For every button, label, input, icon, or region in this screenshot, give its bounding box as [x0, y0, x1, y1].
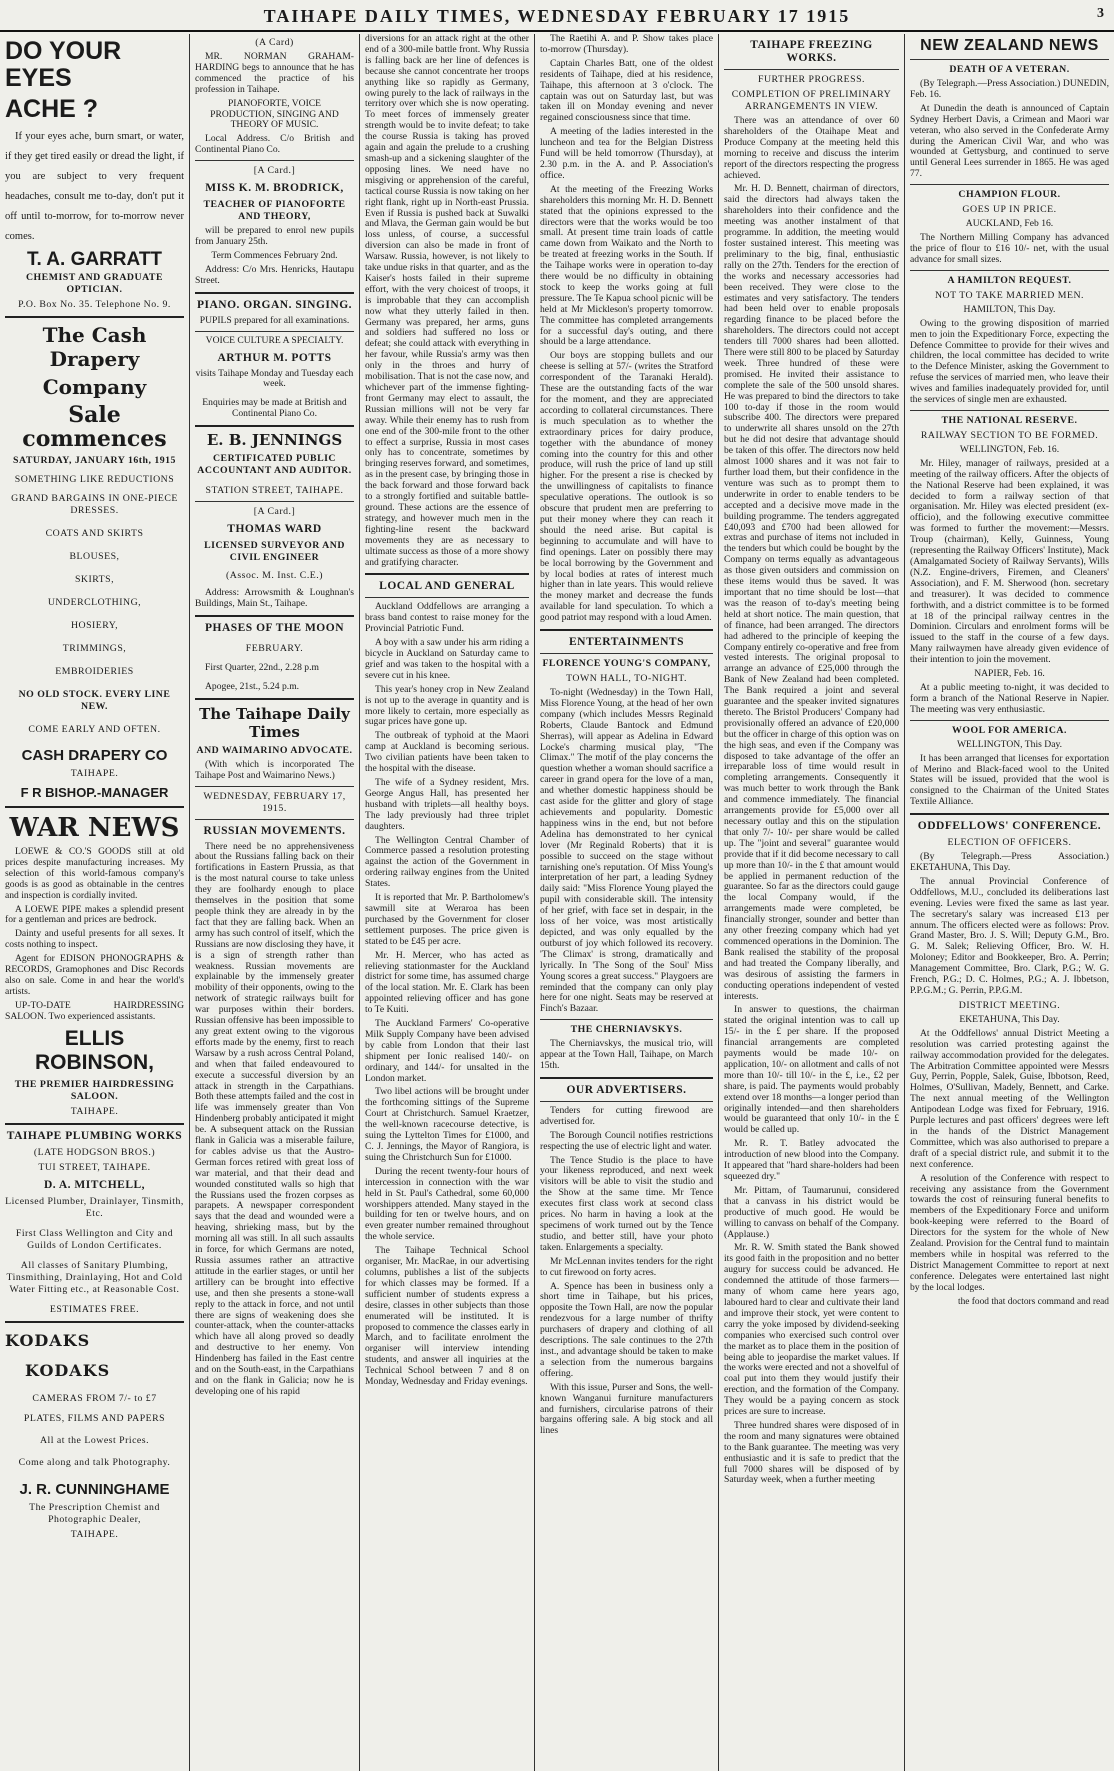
card-label: [A Card.] — [253, 165, 296, 177]
divider — [910, 184, 1109, 185]
hamilton-headline: A HAMILTON REQUEST. — [947, 274, 1072, 286]
local-item: This year's honey crop in New Zealand is not up to the average in quantity and is more likely to certain, more especially as sugar prices have gone up. — [365, 683, 529, 728]
flour-dateline: AUCKLAND, Feb 16. — [965, 218, 1054, 230]
column-1-advertisements — [0, 34, 190, 1771]
entertainments-sub: FLORENCE YOUNG'S COMPANY, — [542, 658, 711, 670]
ad-cash-place: TAIHAPE. — [70, 768, 119, 779]
freezing-works-body: Three hundred shares were disposed of in the room and many signatures were obtained to the Bank guarantee. The meeting was very enthusiastic and it is safe to predict that the full 7000 shares will be disposed of by Saturday week, when a further meeting — [724, 1419, 899, 1486]
divider — [5, 316, 184, 318]
cherniavsky-headline: THE CHERNIAVSKYS. — [570, 1024, 683, 1036]
card-term: Term Commences February 2nd. — [211, 249, 338, 261]
moon-headline: PHASES OF THE MOON — [204, 621, 345, 634]
columns — [0, 34, 1114, 1771]
card-title: TEACHER OF PIANOFORTE AND THEORY, — [203, 199, 346, 223]
column-6 — [905, 34, 1114, 1771]
card-body: will be prepared to enrol new pupils from January 25th. — [195, 225, 354, 248]
ad-kodaks-plates: PLATES, FILMS AND PAPERS — [23, 1412, 166, 1424]
ad-plumbing-sub: (LATE HODGSON BROS.) — [33, 1146, 156, 1158]
divider — [540, 1019, 713, 1020]
column-2 — [190, 34, 360, 1771]
reserve-body: Mr. Hiley, manager of railways, presided at a meeting of the railway officers. After the objects of the National Reserve had been explained, it was decided to form a railway section of that organisation. Mr. Hiley was elected president (ex-officio), and the following executive committee was formed to further the movement:—Messrs. Troup (chairman), Kelly, Guinness, Young (representing the Railway Officers' Institute), Mack (Amalgamated Society of Railway Servants), Wills (N.Z. Engine-drivers, Firemen, and Cleaners' Association), and F. M. Sherwood (hon. secretary and treasurer). It was decided to commence forthwith, and a district committee is to be formed at 18 of the principal railway centres in the Dominion. Circulars and enrolment forms will be issued to the staff in the course of a few days. Many railwaymen have already given evidence of their intention to join the movement. — [910, 457, 1109, 666]
local-item: The outbreak of typhoid at the Maori camp at Auckland is becoming serious. Two civilian patients have been taken to the hospital with the disease. — [365, 730, 529, 775]
paper-note: (With which is incorporated The Taihape Post and Waimarino News.) — [195, 758, 354, 781]
local-item: The wife of a Sydney resident, Mrs. George Angus Hall, has presented her husband with triplets—all healthy boys. The lady previously had three triplet daughters. — [365, 777, 529, 832]
local-item: Mr. H. Mercer, who has acted as relieving stationmaster for the Auckland district for some time, has assumed charge of the local station. Mr. E. Clark has been appointed relieving officer and has gone to Te Kuiti. — [365, 949, 529, 1016]
advertisers-headline: OUR ADVERTISERS. — [566, 1083, 687, 1096]
freezing-works-sub: FURTHER PROGRESS. — [758, 74, 865, 85]
ad-plumbing — [5, 1130, 184, 1316]
card-title: CERTIFICATED PUBLIC ACCOUNTANT AND AUDITOR. — [197, 453, 352, 477]
divider — [724, 69, 899, 70]
veteran-dateline: (By Telegraph.—Press Association.) DUNEDIN, Feb. 16. — [910, 78, 1109, 100]
local-item: The Raetihi A. and P. Show takes place to-morrow (Thursday). — [540, 34, 713, 55]
local-general-headline: LOCAL AND GENERAL — [379, 580, 515, 593]
ad-robinson-title: THE PREMIER HAIRDRESSING SALOON. — [14, 1078, 175, 1102]
ad-cash-line: UNDERCLOTHING, — [47, 597, 142, 608]
reserve-sub: RAILWAY SECTION TO BE FORMED. — [920, 429, 1099, 441]
ad-cash-line: TRIMMINGS, — [62, 643, 127, 654]
moon-first-quarter: First Quarter, 22nd., 2.28 p.m — [205, 661, 319, 673]
ad-cash-line: SKIRTS, — [74, 574, 115, 585]
ad-kodaks — [5, 1329, 184, 1541]
divider — [365, 573, 529, 575]
ad-cash-drapery — [5, 323, 184, 801]
ad-cash-line: NO OLD STOCK. EVERY LINE NEW. — [18, 689, 171, 712]
divider — [195, 501, 354, 502]
column-3 — [360, 34, 535, 1771]
ad-garratt-name: T. A. GARRATT — [26, 249, 163, 270]
divider — [540, 1077, 713, 1079]
wool-headline: WOOL FOR AMERICA. — [952, 724, 1067, 736]
card-lines: PIANOFORTE, VOICE PRODUCTION, SINGING AND THEORY OF MUSIC. — [210, 97, 339, 131]
reserve-dateline: WELLINGTON, Feb. 16. — [959, 443, 1060, 455]
card-address: Address: C/o Mrs. Henricks, Hautapu Street. — [195, 263, 354, 286]
masthead-title: TAIHAPE DAILY TIMES, WEDNESDAY FEBRUARY 17 1915 — [263, 6, 851, 26]
article-headline: RUSSIAN MOVEMENTS. — [203, 824, 346, 837]
veteran-body: At Dunedin the death is announced of Captain Sydney Herbert Davis, a Crimean and Maori war veteran, who also served in the Confederate Army during the American Civil War, and who was wounded at Gettysburg, and continued to serve until General Lees surrender in 1865. He was aged 77. — [910, 102, 1109, 180]
divider — [910, 59, 1109, 60]
freezing-works-body: There was an attendance of over 60 shareholders of the Otaihape Meat and Produce Company at the meeting held this morning to receive and discuss the interim report of the directors respecting the progress achieved. — [724, 115, 899, 181]
local-item: At the meeting of the Freezing Works shareholders this morning Mr. H. D. Bennett stated that the opinions expressed to the directors were that the works would be too small. At present time train loads of cattle came down from Waikato and the North to be treated at freezing works in the South. If the Taihape works were in operation to-day there would be no difficulty in obtaining stock to keep the works going at full pressure. The Te Kapua school picnic will be held at Mr Mickleson's property tomorrow. The committee has completed arrangements for a successful day's outing, and there should be a large attendance. — [540, 183, 713, 348]
footer-ad-text: the food that doctors command and read — [958, 1296, 1109, 1307]
paper-nameplate — [195, 705, 354, 820]
ad-garratt — [5, 38, 184, 311]
advertisers-item: Mr McLennan invites tenders for the right to cut firewood on forty acres. — [540, 1255, 713, 1278]
flour-body: The Northern Milling Company has advanced the price of flour to £16 10/- net, with the usual advance for small sizes. — [910, 232, 1109, 265]
ad-cash-company: CASH DRAPERY CO — [21, 747, 168, 764]
divider — [910, 270, 1109, 271]
divider — [540, 629, 713, 631]
ad-plumbing-name: D. A. MITCHELL, — [43, 1178, 146, 1191]
ad-eyes-body: If your eyes ache, burn smart, or water, if they get tired easily or dread the light, if you are subject to very frequent headaches, consult me to-day, don't put it off until to-morrow, for to-morrow never comes. — [5, 131, 184, 242]
local-item: The Wellington Central Chamber of Commerce passed a resolution protesting against the action of the Government in ordering railway engines from the United States. — [365, 834, 529, 890]
ad-war-body: A LOEWE PIPE makes a splendid present for a gentleman and prices are bedrock. — [5, 903, 184, 926]
ad-kodaks-cameras: CAMERAS FROM 7/- to £7 — [32, 1392, 157, 1404]
oddfellows-dateline: (By Telegraph.—Press Association.) EKETAHUNA, This Day. — [910, 851, 1109, 874]
ad-eyes-headline-1: DO YOUR EYES — [5, 37, 122, 92]
ad-eyes-headline-2: ACHE ? — [5, 95, 99, 123]
card-name: THOMAS WARD — [227, 523, 322, 536]
card-graham-harding — [195, 37, 354, 156]
card-name: MISS K. M. BRODRICK, — [205, 182, 344, 195]
flour-sub: GOES UP IN PRICE. — [962, 204, 1057, 216]
divider — [540, 653, 713, 654]
ad-plumbing-cert: First Class Wellington and City and Guilds of London Certificates. — [15, 1227, 174, 1251]
ad-war-body: LOEWE & CO.'S GOODS still at old prices despite manufacturing increases. My selection of this world-famous company's goods is as good as obtainable in the centres and inspection is cordially invited. — [5, 846, 184, 901]
advertisers-item: A. Spence has been in business only a short time in Taihape, but his prices, opposite the Town Hall, are now the popular rendezvous for a large number of thrifty purchasers of drapery and clothing of all descriptions. The sale continues to the 27th inst., and advantage should be taken to make a selection from the numerous bargains offering. — [540, 1280, 713, 1379]
paper-subtitle: AND WAIMARINO ADVOCATE. — [196, 744, 353, 756]
veteran-headline: DEATH OF A VETERAN. — [949, 64, 1070, 75]
card-label: (A Card) — [255, 37, 294, 48]
local-item: Our boys are stopping bullets and our cheese is selling at 57/- (writes the Stratford correspondent of the Taranaki Herald). These are the outstanding facts of the war for the moment, and they are appreciated according to collateral circumstances. There is much speculation as to whether the extraordinary prices for dairy produce, together with the abundance of money coming into the country for this and other produce, will rush the price of land up still higher. For the present a rise is checked by the unwillingness of capitalists to finance speculative operations. The outlook is so obscure that prudent men are preferring to put their money where they can reach it should the need arise. But capital is beginning to accumulate and will have to find openings. Later on possibly there may be local borrowing by the Government and by local bodies at rates of interest much higher than in late years. This would relieve the money market and decrease the funds available for land speculation. To which a good patriot may respond with a loud Amen. — [540, 350, 713, 624]
entertainments-headline: ENTERTAINMENTS — [568, 636, 684, 649]
ad-cash-headline-1: The Cash Drapery — [42, 323, 147, 371]
article-russian-movements — [195, 825, 354, 1398]
oddfellows-headline: ODDFELLOWS' CONFERENCE. — [917, 820, 1102, 833]
masthead-rule — [0, 30, 1114, 32]
ad-robinson-place: TAIHAPE. — [70, 1105, 119, 1117]
ad-cash-headline-2: Company — [42, 375, 147, 399]
ad-plumbing-body: All classes of Sanitary Plumbing, Tinsmithing, Drainlaying, Hot and Cold Water Fitting etc., at Reasonable Cost. — [6, 1259, 183, 1295]
ad-cash-line: GRAND BARGAINS IN ONE-PIECE DRESSES. — [11, 493, 178, 516]
reserve-body: At a public meeting to-night, it was decided to form a branch of the National Reserve in Napier. The meeting was very enthusiastic. — [910, 681, 1109, 715]
card-ward — [195, 506, 354, 610]
ad-cash-line: COATS AND SKIRTS — [45, 528, 144, 539]
cherniavsky-body: The Cherniavskys, the musical trio, will appear at the Town Hall, Taihape, on March 15th. — [540, 1038, 713, 1072]
nz-news-headline: NEW ZEALAND NEWS — [920, 37, 1099, 54]
local-item: During the recent twenty-four hours of intercession in connection with the war held in St. Paul's Cathedral, some 60,000 worshippers attended. Many stayed in the building for ten or twelve hours, and on even greater number remained throughout the whole service. — [365, 1165, 529, 1243]
local-item: It is reported that Mr. P. Bartholomew's sawmill site at Weraroa has been purchased by the Government for closer settlement purposes. The price given is stated to be £45 per acre. — [365, 892, 529, 947]
card-pupils: PUPILS prepared for all examinations. — [199, 314, 350, 326]
ad-kodaks-prices: All at the Lowest Prices. — [39, 1434, 150, 1446]
card-label: [A Card.] — [253, 506, 296, 518]
divider — [195, 160, 354, 161]
advertisers-item: Tenders for cutting firewood are advertised for. — [540, 1104, 713, 1127]
wool-dateline: WELLINGTON, This Day. — [956, 738, 1063, 750]
card-headline: PIANO. ORGAN. SINGING. — [196, 298, 353, 311]
card-address: Local Address. C/o British and Continental Piano Co. — [195, 133, 354, 156]
divider — [365, 597, 529, 598]
divider — [5, 806, 184, 808]
divider — [195, 425, 354, 427]
ad-plumbing-headline: TAIHAPE PLUMBING WORKS — [6, 1129, 183, 1142]
moon-apogee: Apogee, 21st., 5.24 p.m. — [205, 680, 300, 692]
card-address: STATION STREET, TAIHAPE. — [205, 485, 344, 497]
paper-title: The Taihape Daily Times — [199, 704, 350, 741]
card-name: ARTHUR M. POTTS — [217, 351, 332, 364]
divider — [195, 615, 354, 617]
divider — [540, 1101, 713, 1102]
divider — [195, 292, 354, 294]
entertainments-body: To-night (Wednesday) in the Town Hall, Miss Florence Young, at the head of her own company (which includes Messrs Reginald Roberts, Claude Bantock and Edmund Sherras), will appear as Adelina in Edward Locke's charming musical play, "The Climax." The motif of the play concerns the question whether a woman should sacrifice a career in grand opera for the love of a man, and whether domestic happiness should be cast aside for the glitter and glory of stage achievements and popularity. Domestic happiness wins in the end, but not before Adelina has demonstrated to her cynical lover (Mr Reginald Roberts) that it is possible to succeed on the stage without tarnishing one's reputation. Of Miss Young's interpretation of her part, a leading Sydney daily said: "Miss Florence Young played the pupil with considerable skill. The intensity of her grief, with face set in despair, in the loss of her voice, was most artistically depicted, and was only equalled by the outburst of joy which followed its recovery. 'The Climax' is strong, dramatically and lyrically. In 'The Song of the Soul' Miss Young scores a great success." Playgoers are reminded that the company can only play here for one night. Seats may be reserved at Finch's Bazaar. — [540, 687, 713, 1015]
ad-kodaks-line-1: KODAKS — [5, 1330, 91, 1350]
ad-war-body: Dainty and useful presents for all sexes. It costs nothing to inspect. — [5, 928, 184, 951]
freezing-works-body: Mr. R. T. Batley advocated the introduction of new blood into the Company. It appeared that "hard share-holders had been squeezed dry." — [724, 1138, 899, 1182]
ad-war-body: UP-TO-DATE HAIRDRESSING SALOON. Two experienced assistants. — [5, 999, 184, 1022]
ad-plumbing-street: TUI STREET, TAIHAPE. — [38, 1161, 151, 1173]
article-body: There need be no apprehensiveness about the Russians falling back on their fortifications in Eastern Prussia, as that is the most natural course to take unless they are foolhardy enough to place themselves in the position that some people think they are already in by the fact that they are falling back. When an army has such control of itself, which the Russians are now disclosing they have, it is a sign of strength rather than weakness. Russian movements are explainable by the immensely greater mobility of their opponents, owing to the network of strategic railways built for war purposes within their borders. Russian offensive has been impossible to any great extent owing to the vigorous efforts made by the enemy, first to reach Warsaw by a rush across Central Poland, and when that failed endeavoured to execute a successful diversion by an attack in strength in the Carpathians. Both these attempts failed and the cost in life was immensely greater than Von Hindenberg probably anticipated it might be. A subsequent attack on the Russian flank in Galicia was a miserable failure, for cables advise us that the Austro-German forces retired with great loss of war material, and that their dead and wounded constituted walls so high that the Russians used the frozen corpses as parapets. A newspaper correspondent says that the dead and wounded were a heaving, shrieking mass, but by the morning all was still. In all such assaults in force, for which Germans are noted, Russia assumes rather an attractive attitude in the earlier stages, or until her artillery can be brought into effective use, and then she presents a stone-wall reply to the attack in force, and not until there are signs of weakening does she counter-attack, when the counter-attacks which have all along proved so deadly and destructive to her enemy. Von Hindenberg has failed in the East centre and on the South-east, in the Carpathians and on the flank in Galicia; now he is developing one of his rapid — [195, 840, 354, 1397]
card-body: MR. NORMAN GRAHAM-HARDING begs to announce that he has commenced the practice of his profession in Taihape. — [195, 51, 354, 95]
local-item: Captain Charles Batt, one of the oldest residents of Taihape, died at his residence, Taihape, this afternoon at 3 o'clock. The captain was out on Saturday last, but was taken ill on Monday evening and never regained consciousness since that time. — [540, 57, 713, 124]
freezing-works-sub: COMPLETION OF PRELIMINARY ARRANGEMENTS IN VIEW. — [731, 89, 892, 112]
ad-garratt-title: CHEMIST AND GRADUATE OPTICIAN. — [25, 272, 163, 295]
freezing-works-headline: TAIHAPE FREEZING WORKS. — [750, 39, 873, 64]
ad-cunninghame-place: TAIHAPE. — [70, 1528, 119, 1540]
local-item: A meeting of the ladies interested in the luncheon and tea for the Belgian Distress Fund will be held tomorrow (Thursday), at 2.30 p.m. in the A. and P. Association's office. — [540, 126, 713, 181]
ad-garratt-contact: P.O. Box No. 35. Telephone No. 9. — [18, 299, 171, 310]
reserve-headline: THE NATIONAL RESERVE. — [941, 414, 1078, 426]
freezing-works-body: Mr. R. W. Smith stated the Bank showed its good faith in the proposition and no better augury for success could be advanced. He condemned the attitude of those farmers—many of whom came here years ago, laboured hard to clear and cultivate their land and improve their stock, yet were content to carry the yoke imposed by dividend-seeking companies who exercised such control over the market as to place them in the position of being able to jeopardise the market values. If the works were erected and not a shovelful of coal put into them they would justify their erection, and the formation of the Company. They would be a paying concern as stock prices are sure to increase. — [724, 1242, 899, 1418]
card-voice: VOICE CULTURE A SPECIALTY. — [205, 334, 344, 346]
divider — [5, 1123, 184, 1125]
oddfellows-body: At the Oddfellows' annual District Meeting a resolution was carried protesting against the railway accommodation provided for the delegates. The Arbitration Committee appointed were Messrs Guy, Perrin, Popple, Salek, Guise, Ibbotson, Reed, Holmes, O'Sullivan, Madely, Bennett, and Carke. The next annual meeting of the Wellington Antipodean Lodge was fixed for February, 1916. Purple lectures and past officers' degrees were left in the hands of the District Management Committee, which was also authorised to prepare a draft of a special district rule, and submit it to the next conference. — [910, 1027, 1109, 1170]
card-title: LICENSED SURVEYOR AND CIVIL ENGINEER — [204, 540, 345, 564]
reserve-dateline: NAPIER, Feb. 16. — [974, 668, 1045, 680]
divider — [910, 813, 1109, 815]
divider — [5, 1321, 184, 1323]
divider — [195, 819, 354, 820]
advertisers-item: The Borough Council notifies restrictions respecting the use of electric light and water. — [540, 1129, 713, 1152]
card-visits: visits Taihape Monday and Tuesday each week. — [195, 367, 354, 390]
advertisers-item: With this issue, Purser and Sons, the well-known Wanganui furniture manufacturers and furnishers, circularise patrons of their bargains offering sale. A big stock and all lines — [540, 1381, 713, 1437]
card-assoc: (Assoc. M. Inst. C.E.) — [226, 570, 323, 582]
hamilton-dateline: HAMILTON, This Day. — [963, 303, 1056, 315]
freezing-works-body: Mr. H. D. Bennett, chairman of directors, said the directors had always taken the shareholders into their confidence and the meeting was another instalment of that programme. In addition, the meeting would foster sustained interest. This meeting was preliminary to the big, final, enthusiastic rally on the 27th. Tenders for the erection of the works and necessary accessories had been received. They were close to the estimates and very satisfactory. The tenders had been held over to enable proposals regarding finance to be placed before the shareholders. The directors could not accept tenders till 7000 shares had been allotted. There were still 800 to be placed by Saturday week. Three hundred of these were promised. He invited their assistance to complete the sale of the 500 unsold shares. He was prepared to bind the directors to take 100 to-day if those in the room would subscribe 400. The directors were prepared to underwrite all shares unsold on the 27th but he did not desire that advantage should be taken of this offer. The directors now held almost 1000 shares and it was not fair to further load them, but their confidence in the venture was such as to prompt them to underwrite in order to enable tenders to be accepted and a decisive move made in the building programme. The tenders aggregated £40,093 and £700 had been allowed for extras and purchase of items not included in the tenders but which could be bought by the Company on terms equally as advantageous as those given outsiders and commission on these items would thus be saved. It was important that no time should be lost—that was the reason of to-day's meeting being held at short notice. The main question, that of finance, had been arranged. The directors had adhered to the principle of keeping the Company entirely co-operative and free from vested interests. The original proposal to arrange an advance of £25,000 through the Bank of New Zealand had been completed. The Bank required a joint and several guarantee and the speaker invited signatures thereto. The Bristol Producers' Company had provisionally offered an advance of £20,000 but the officer in charge of this option was on the high seas, and even if the Company was disposed to take advantage of the offer an irreparable loss of time would result in completing arrangements. Consequently it was much better to work through the Bank and commence immediately. The financial arrangements provide for £5,000 over all necessary outlay and this on the stipulation that only 7/- 10/- per share would be called up. The "joint and several" guarantee would provide that if it did become necessary to call up more than 10/- in the £ that amount would be applied in permanent reduction of the guarantee. So far as the directors could gauge the local Company would, if the arrangements made were completed, be financially stronger, sounder and better than any other freezing company which had yet commenced operations in the Dominion. The Bank realised the stability of the proposal and had treated the Company liberally, and was desirous of assisting the farmers in conducting operations independent of vested interests. — [724, 183, 899, 1002]
oddfellows-body: The annual Provincial Conference of Oddfellows, M.U., concluded its deliberations last evening. Levies were fixed the same as last year. The secretary's salary was increased £13 per annum. The officers elected were as follows: Prov. Grand Master, Bro. J. S. Will; Deputy G.M., Bro. G. M. Salek; Relieving Officer, Bro. W. H. Moloney; Editor and Bookkeeper, Bro. A. Perrin; Management Committee, Bro. Clark, P.G.; W. G. French, P.G.; D. C. Holmes, P.G.; A. J. Ibbetson, P.P.G.M.; G. Perrin, P.P.G.M. — [910, 875, 1109, 996]
ad-cash-line: COME EARLY AND OFTEN. — [28, 724, 161, 735]
hamilton-body: Owing to the growing disposition of married men to join the Expeditionary Force, expecting the Defence Committee to provide for their wives and children, the local committee has decided to write to the Defence Minister, asking the Government to refuse the services of married men, who leave their wives and families inadequately provided for, until the services of single men are exhausted. — [910, 317, 1109, 406]
ad-plumbing-trade: Licensed Plumber, Drainlayer, Tinsmith, Etc. — [5, 1195, 184, 1219]
article-body-continued: diversions for an attack right at the other end of a 300-mile battle front. Why Russia is falling back are her line of defences is because she cannot concentrate her troops anything like so rapidly as Germany, owing purely to the lack of railways in the territory over which she is now operating. To meet forces of immensely greater strength would be to invite defeat; to take the course Russia is taking has proved again and again the prelude to a crushing smash-up and a sickening slaughter of the opposing lines. We need have no misgiving or apprehension of the careful, tactical course Russia is now taking on her right flank, right up in North-east Prussia. Even if Russia is pushed back at Suwalki and Mlava, the German gain would be but loss unless, of course, a successful diversion can also be made in front of Warsaw. Russia, however, is not likely to take undue risks in that quarter, and as the Kaiser's hosts failed in their supreme effort, with the very choicest of troops, it is improbable that they can accomplish now what they utterly failed in then. Germany was prepared, her arms, guns and soldiers had suffered no loss or defeat; she could attack with everything in her favour, while Russia's army was then only in the throes and hurry of mobilisation. That is not the case now, and whichever part of the immense fighting-front Germany may elect to assault, the Russian millions will not be very far away. While their enemy has to rush from one end of the 300-mile front to the other to effect a surprise, Russia in most cases only has to concentrate, sometimes by bringing reserves forward, and sometimes, as in the present case, by bringing those in the back forward and those forward back to a strongly fortified and suitable battle-ground. These actions are the essence of strategy, and however much men in the fighting-line resent the backward movements they are as necessary to ultimate success as those of a more showy and gratifying character. — [365, 34, 529, 568]
ad-plumbing-estimates: ESTIMATES FREE. — [49, 1303, 140, 1315]
oddfellows-body: A resolution of the Conference with respect to receiving any assistance from the Government towards the cost of reinsuring funeral benefits to members of the Expeditionary Force and uniform book-keeping were referred to the Board of Directors for the system for the whole of New Zealand. Provision for the Central fund to maintain members while in hospital was referred to the District Management Committee to report at next conference. Delegates were entertained last night by the local lodges. — [910, 1172, 1109, 1293]
ad-war-news — [5, 813, 184, 1118]
freezing-works-body: In answer to questions, the chairman stated the original intention was to call up 15/- in the £ per share. If the proposed financial arrangements are completed payments would be made 10/- on application, 10/- on allotment and calls of not more than 10/- till 10/- in the £, i.e., £2 per share, is paid. The payments would probably extend over 18 months—a longer period than originally intended—and then shareholders would be guaranteed that only 10/- in the £ would be called up. — [724, 1004, 899, 1136]
ad-robinson-name: ELLIS ROBINSON, — [34, 1026, 154, 1074]
divider — [910, 410, 1109, 411]
card-enquiries: Enquiries may be made at British and Continental Piano Co. — [202, 397, 347, 420]
local-item: The Auckland Farmers' Co-operative Milk Supply Company have been advised by cable from London that their last shipment per Ionic realised 140/- on ordinary, and 144/- for unsalted in the London market. — [365, 1018, 529, 1084]
card-address: Address: Arrowsmith & Loughnan's Buildings, Main St., Taihape. — [195, 587, 354, 610]
ad-cash-line: SOMETHING LIKE REDUCTIONS — [14, 474, 175, 485]
divider — [195, 698, 354, 700]
moon-month: FEBRUARY. — [245, 642, 304, 654]
ad-cash-manager: F R BISHOP.-MANAGER — [20, 785, 169, 800]
ad-kodaks-come: Come along and talk Photography. — [18, 1456, 171, 1468]
ad-cash-line: EMBROIDERIES — [55, 666, 134, 677]
flour-headline: CHAMPION FLOUR. — [958, 189, 1061, 201]
card-jennings — [195, 432, 354, 497]
oddfellows-district-headline: DISTRICT MEETING. — [958, 999, 1061, 1011]
local-item: Two libel actions will be brought under the forthcoming sittings of the Supreme Court at Christchurch. Samuel Kraetzer, the well-known racecourse detective, is suing the Lyttelton Times for £1000, and C. J. Jennings, the Mayor of Rangiora, is suing the Christchurch Sun for £1000. — [365, 1086, 529, 1163]
ad-war-headline: WAR NEWS — [9, 813, 180, 843]
page-number: 3 — [1097, 6, 1106, 21]
column-5 — [719, 34, 905, 1771]
ad-cunninghame-title: The Prescription Chemist and Photographic Dealer, — [29, 1501, 160, 1525]
card-name: E. B. JENNINGS — [206, 431, 343, 450]
paper-date: WEDNESDAY, FEBRUARY 17, 1915. — [203, 790, 346, 814]
moon-phases — [195, 622, 354, 693]
ad-cash-sale: Sale commences — [22, 402, 167, 452]
oddfellows-dateline: EKETAHUNA, This Day. — [959, 1013, 1060, 1025]
wool-body: It has been arranged that licenses for exportation of Merino and Black-faced wool to the United States will be issued, provided that the wool is consigned to the Chairman of the United States Textile Alliance. — [910, 752, 1109, 808]
ad-cunninghame-name: J. R. CUNNINGHAME — [19, 1480, 170, 1498]
advertisers-item: The Tence Studio is the place to have your likeness reproduced, and next week visitors will be able to visit the studio and the Show at the same time. Mr Tence executes first class work at second class prices. No harm in having a look at the specimens of work turned out by the Tence studio, and better still, have your photo taken. Enlargements a specialty. — [540, 1154, 713, 1253]
ad-kodaks-line-2: KODAKS — [25, 1360, 111, 1380]
card-brodrick — [195, 165, 354, 287]
masthead — [0, 6, 1114, 28]
hamilton-sub: NOT TO TAKE MARRIED MEN. — [934, 289, 1084, 301]
freezing-works-body: Mr. Pittam, of Taumarunui, considered that a canvass in his district would be productive of much good. He would be willing to canvass on behalf of the Company. (Applause.) — [724, 1184, 899, 1240]
ad-cash-line: BLOUSES, — [69, 551, 120, 562]
divider — [195, 786, 354, 787]
ad-cash-line: HOSIERY, — [70, 620, 119, 631]
entertainments-sub: TOWN HALL, TO-NIGHT. — [566, 673, 687, 685]
column-4 — [535, 34, 719, 1771]
oddfellows-sub: ELECTION OF OFFICERS. — [947, 837, 1072, 849]
ad-cash-date: SATURDAY, JANUARY 16th, 1915 — [13, 455, 176, 466]
card-potts — [195, 299, 354, 420]
ad-war-body: Agent for EDISON PHONOGRAPHS & RECORDS, Gramophones and Disc Records also on sale. Come in and hear the world's artists. — [5, 953, 184, 997]
divider — [910, 720, 1109, 721]
local-item: Auckland Oddfellows are arranging a brass band contest to raise money for the Provincial Patriotic Fund. — [365, 601, 529, 635]
divider — [195, 331, 354, 332]
local-item: The Taihape Technical School organiser, Mr. MacRae, in our advertising columns, publishes a list of the subjects for which classes may be formed. If a sufficient number of students express a desire, classes in other subjects than those enumerated will be instituted. It is proposed to commence the classes early in March, and to facilitate enrolment the organiser will interview intending students, and answer all inquiries at the Technical School between 7 and 8 on Monday, Wednesday and Friday evenings. — [365, 1245, 529, 1388]
local-item: A boy with a saw under his arm riding a bicycle in Auckland on Saturday came to grief and was taken to the hospital with a severe cut in his knee. — [365, 637, 529, 681]
